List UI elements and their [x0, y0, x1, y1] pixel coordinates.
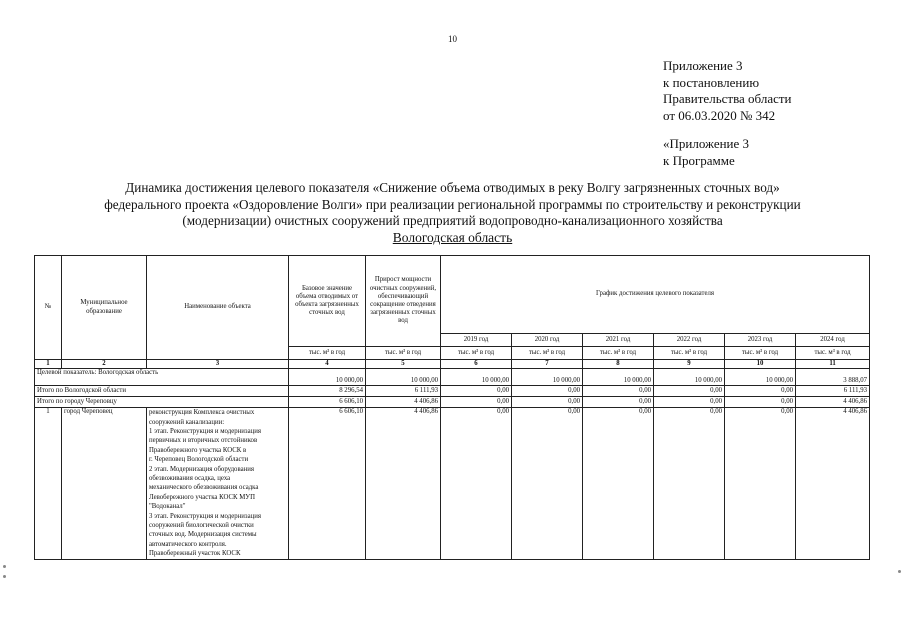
- header-municipality: Муниципальное образование: [62, 256, 147, 360]
- scan-mark: [898, 570, 901, 573]
- total-region-row: [35, 386, 870, 397]
- total-city-value: 0,00: [583, 397, 654, 408]
- header-no: №: [35, 256, 62, 360]
- row-value: 0,00: [583, 408, 654, 560]
- title-line: федерального проекта «Оздоровление Волги» при реализации региональной программы по строительству и реконструкции: [104, 196, 801, 212]
- scan-mark: [3, 575, 6, 578]
- header-unit: тыс. м³ в год: [512, 347, 583, 360]
- total-region-label: Итого по Вологодской области: [35, 386, 289, 397]
- appendix-line: «Приложение 3: [663, 136, 750, 151]
- object-line: первичных и вторичных отстойников: [149, 437, 258, 445]
- object-line: Правобережный участок КОСК: [149, 550, 241, 558]
- title-line: (модернизации) очистных сооружений предприятий водопроводно-канализационного хозяйства: [182, 213, 723, 228]
- target-indicator-table: [34, 255, 870, 560]
- column-number: 1: [35, 360, 62, 369]
- column-number: 5: [366, 360, 441, 369]
- total-city-value: 0,00: [441, 397, 512, 408]
- indicator-row: [35, 369, 870, 386]
- appendix-line: Приложение 3: [663, 58, 743, 73]
- indicator-value: 10 000,00: [583, 369, 654, 386]
- header-unit: тыс. м³ в год: [441, 347, 512, 360]
- row-value: 6 606,10: [289, 408, 366, 560]
- total-region-value: 6 111,93: [366, 386, 441, 397]
- row-value: 0,00: [441, 408, 512, 560]
- row-value: 4 406,86: [796, 408, 870, 560]
- header-year: 2024 год: [796, 334, 870, 347]
- header-unit: тыс. м³ в год: [654, 347, 725, 360]
- total-city-value: 0,00: [725, 397, 796, 408]
- row-municipality: город Череповец: [62, 408, 147, 560]
- column-number: 7: [512, 360, 583, 369]
- header-year: 2022 год: [654, 334, 725, 347]
- indicator-value: 10 000,00: [289, 369, 366, 386]
- appendix-line: к постановлению: [663, 74, 760, 90]
- column-number: 10: [725, 360, 796, 369]
- indicator-value: 10 000,00: [366, 369, 441, 386]
- row-number: 1: [35, 408, 62, 560]
- header-year: 2023 год: [725, 334, 796, 347]
- object-line: реконструкция Комплекса очистных: [149, 409, 255, 417]
- indicator-value: 10 000,00: [654, 369, 725, 386]
- object-line: "Водоканал": [149, 503, 186, 511]
- header-unit: тыс. м³ в год: [366, 347, 441, 360]
- header-row: [35, 256, 870, 334]
- total-city-value: 4 406,86: [366, 397, 441, 408]
- column-numbers-row: [35, 360, 870, 369]
- indicator-value: 10 000,00: [725, 369, 796, 386]
- object-line: г. Череповец Вологодской области: [149, 456, 249, 464]
- row-value: 4 406,86: [366, 408, 441, 560]
- row-value: 0,00: [654, 408, 725, 560]
- total-city-label: Итого по городу Череповцу: [35, 397, 289, 408]
- total-city-value: 0,00: [512, 397, 583, 408]
- header-unit: тыс. м³ в год: [725, 347, 796, 360]
- total-region-value: 0,00: [441, 386, 512, 397]
- column-number: 2: [62, 360, 147, 369]
- appendix-line: Правительства области: [663, 91, 792, 106]
- indicator-value: 3 888,07: [796, 369, 870, 386]
- total-region-value: 8 296,54: [289, 386, 366, 397]
- object-line: 2 этап. Модернизация оборудования: [149, 465, 254, 473]
- header-year: 2021 год: [583, 334, 654, 347]
- header-unit: тыс. м³ в год: [796, 347, 870, 360]
- total-region-value: 6 111,93: [796, 386, 870, 397]
- header-unit: тыс. м³ в год: [289, 347, 366, 360]
- object-line: 1 этап. Реконструкция и модернизация: [149, 428, 262, 436]
- object-line: сооружений канализации:: [149, 418, 225, 426]
- page-number: 10: [448, 34, 457, 44]
- column-number: 3: [147, 360, 289, 369]
- object-line: автоматического контроля.: [149, 540, 227, 548]
- total-region-value: 0,00: [725, 386, 796, 397]
- column-number: 4: [289, 360, 366, 369]
- header-base: Базовое значение объема отводимых от объекта загрязненных сточных вод: [289, 256, 366, 347]
- region-name: Вологодская область: [392, 229, 513, 245]
- row-value: 0,00: [512, 408, 583, 560]
- object-line: обезвоживания осадка, цеха: [149, 475, 231, 483]
- header-year: 2020 год: [512, 334, 583, 347]
- total-city-value: 6 606,10: [289, 397, 366, 408]
- row-object-description: [147, 408, 289, 560]
- column-number: 11: [796, 360, 870, 369]
- total-region-value: 0,00: [583, 386, 654, 397]
- object-line: Левобережного участка КОСК МУП: [149, 493, 256, 501]
- object-row: [35, 408, 870, 560]
- header-object: Наименование объекта: [147, 256, 289, 360]
- scan-mark: [3, 565, 6, 568]
- appendix-line: к Программе: [663, 152, 735, 168]
- appendix-line: от 06.03.2020 № 342: [663, 107, 776, 123]
- total-region-value: 0,00: [654, 386, 725, 397]
- column-number: 9: [654, 360, 725, 369]
- object-line: сооружений биологической очистки: [149, 522, 254, 530]
- header-year: 2019 год: [441, 334, 512, 347]
- column-number: 8: [583, 360, 654, 369]
- document-title: [30, 180, 875, 246]
- header-capacity: Прирост мощности очистных сооружений, обеспечивающий сокращение отведения загрязненных сточных вод: [366, 256, 441, 347]
- appendix-header: [663, 58, 792, 169]
- indicator-label: Целевой показатель: Вологодская область: [35, 369, 289, 386]
- object-line: сточных вод. Модернизация системы: [149, 531, 257, 539]
- title-line: Динамика достижения целевого показателя «Снижение объема отводимых в реку Волгу загрязненных сточных вод»: [125, 180, 780, 195]
- row-value: 0,00: [725, 408, 796, 560]
- indicator-value: 10 000,00: [441, 369, 512, 386]
- total-city-row: [35, 397, 870, 408]
- total-city-value: 0,00: [654, 397, 725, 408]
- object-line: механического обезвоживания осадка: [149, 484, 259, 492]
- indicator-value: 10 000,00: [512, 369, 583, 386]
- header-unit: тыс. м³ в год: [583, 347, 654, 360]
- object-line: Правобережного участка КОСК в: [149, 446, 247, 454]
- total-region-value: 0,00: [512, 386, 583, 397]
- object-line: 3 этап. Реконструкция и модернизация: [149, 512, 262, 520]
- column-number: 6: [441, 360, 512, 369]
- header-schedule: График достижения целевого показателя: [441, 256, 870, 334]
- total-city-value: 4 406,86: [796, 397, 870, 408]
